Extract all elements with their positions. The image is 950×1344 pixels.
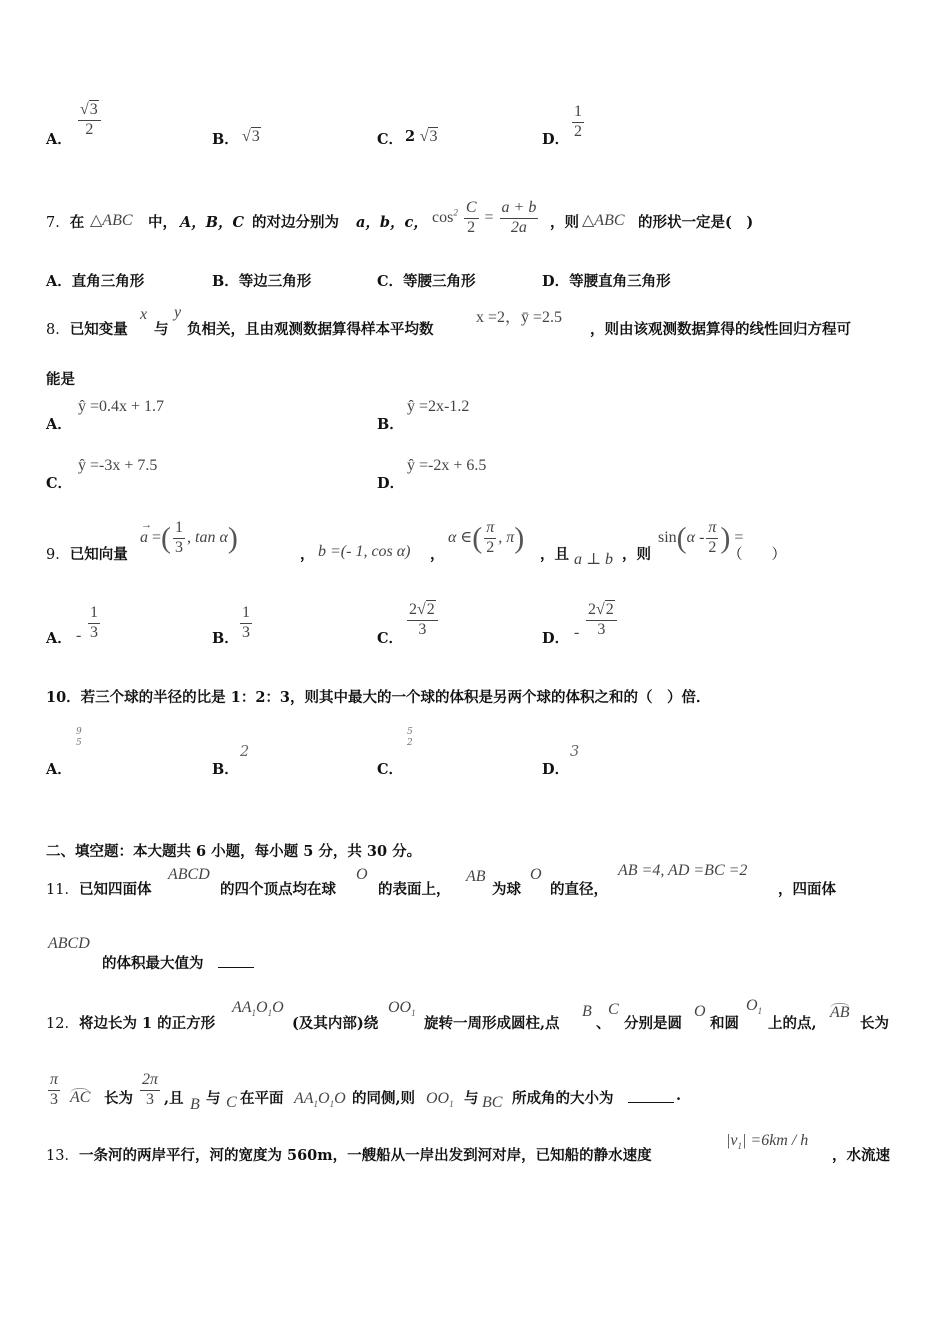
q12-arc-ab: AB (830, 1004, 850, 1021)
exam-page: A． $\frac{√3}{2}$ B． √3 C． 2 √3 D． $\frac{1}{2}$ 7．在 △ABC 中， A，B，C 的对边分别为 a，b，c， $\cos^2$ $\frac{C}{2}$ = $\frac{a + b}{2a}$ ，则 △ABC 的形状一定是( ) A．直角三角形 B．等边三角形 C．等腰三角形 D．等腰直角三角形 8．已知变量 x 与 y 负相关，且由观测数据算得样本平均数 x =2，ȳ =2.5 ，则由该观测数据算得的线性回归方程可 能是 A． ŷ =0.4x + 1.7 B． ŷ =2x-1.2 C． ŷ =-3x + 7.5 D． ŷ =-2x + 6.5 9．已知向量 → a =( $\frac{1}{3}$ , tan α) ， b =(- 1, cos α) ， α ∈( $\frac{\pi}{2}$ , π) ，且 a ⊥ b ，则 sin(α - $\frac{\pi}{2}$ ) = （ ） A． - $\frac{1}{3}$ B． $\frac{1}{3}$ C． $\frac{2√2}{3}$ D． - $\frac{2√2}{3}$ 10．若三个球的半径的比是 1：2：3，则其中最大的一个球的体积是另两个球的体积之和的（ ）倍． A． 9 5 B． 2 C． 5 2 D． 3 二、填空题：本大题共 6 小题，每小题 5 分，共 30 分。 11．已知四面体 ABCD 的四个顶点均在球 O 的表面上， AB 为球 O 的直径， AB =4, AD =BC =2 ，四面体 ABCD 的体积最大值为 12．将边长为 1 的正方形 $AA_1O_1O$ (及其内部)绕 $OO_1$ 旋转一周形成圆柱,点 B 、 C 分别是圆 O 和圆 $O_1$ 上的点, AB 长为 $\frac{\pi}{3}$ AC 长为 $\frac{2\pi}{3}$ ,且 B 与 C 在平面 $AA_1O_1O$ 的同侧,则 $OO_1$ 与 BC 所成角的大小为 . 13．一条河的两岸平行，河的宽度为 560m，一艘船从一岸出发到河对岸，已知船的静水速度 $|v_1| =6km / h$ ，水流速 (0, 0, 950, 1344)
q8-continuation: 能是 (46, 371, 75, 388)
question-7: 7．在 △ABC 中， A，B，C 的对边分别为 a，b，c， $\cos^2$ $\frac{C}{2}$ = $\frac{a + b}{2a}$ ，则 △ABC 的形状一定是( ) (46, 199, 754, 236)
q9-vector-a: → a =( $\frac{1}{3}$ , tan α) (140, 518, 238, 556)
question-8: 8．已知变量 x 与 y 负相关，且由观测数据算得样本平均数 x =2，ȳ =2.5 ，则由该观测数据算得的线性回归方程可 (46, 304, 851, 338)
section-2-heading: 二、填空题：本大题共 6 小题，每小题 5 分，共 30 分。 (46, 843, 422, 860)
question-11: 11．已知四面体 ABCD 的四个顶点均在球 O 的表面上， AB 为球 O 的直径， AB =4, AD =BC =2 ，四面体 (46, 862, 836, 898)
question-12: 12．将边长为 1 的正方形 $AA_1O_1O$ (及其内部)绕 $OO_1$ 旋转一周形成圆柱,点 B 、 C 分别是圆 O 和圆 $O_1$ 上的点, AB 长为 (46, 997, 889, 1032)
q7-option-d[interactable]: D．等腰直角三角形 (542, 273, 671, 290)
question-10: 10．若三个球的半径的比是 1：2：3，则其中最大的一个球的体积是另两个球的体积之和的（ ）倍． (46, 689, 711, 706)
q7-option-b[interactable]: B．等边三角形 (212, 273, 312, 290)
q7-option-c[interactable]: C．等腰三角形 (377, 273, 476, 290)
q12-arc-ac: AC (70, 1089, 91, 1106)
question-12-cont: $\frac{\pi}{3}$ AC 长为 $\frac{2\pi}{3}$ ,且 B 与 C 在平面 $AA_1O_1O$ 的同侧,则 $OO_1$ 与 BC 所成角的大小为 . (50, 1071, 682, 1113)
question-13: 13．一条河的两岸平行，河的宽度为 560m，一艘船从一岸出发到河对岸，已知船的静水速度 $|v_1| =6km / h$ ，水流速 (46, 1132, 890, 1164)
q12-answer-blank[interactable] (628, 1086, 674, 1103)
question-9: 9．已知向量 → a =( $\frac{1}{3}$ , tan α) ， b =(- 1, cos α) ， α ∈( $\frac{\pi}{2}$ , π) ，且 a ⊥ b ，则 sin(α - $\frac{\pi}{2}$ ) = （ ） (46, 518, 786, 568)
q7-equation: $\cos^2$ $\frac{C}{2}$ = $\frac{a + b}{2a}$ (432, 199, 537, 236)
q9-expression: sin(α - $\frac{\pi}{2}$ ) = (658, 519, 744, 556)
q9-alpha-range: α ∈( $\frac{\pi}{2}$ , π) (448, 519, 525, 556)
q7-option-a[interactable]: A．直角三角形 (46, 273, 145, 290)
q13-velocity: $|v_1| =6km / h$ (726, 1132, 809, 1152)
q6-a-fraction: $\frac{√3}{2}$ (78, 102, 101, 139)
q6-d-fraction: $\frac{1}{2}$ (574, 103, 582, 140)
q6-b-sqrt: √3 (242, 128, 260, 145)
q11-answer-blank[interactable] (218, 951, 254, 968)
question-11-cont: ABCD 的体积最大值为 (46, 935, 446, 975)
